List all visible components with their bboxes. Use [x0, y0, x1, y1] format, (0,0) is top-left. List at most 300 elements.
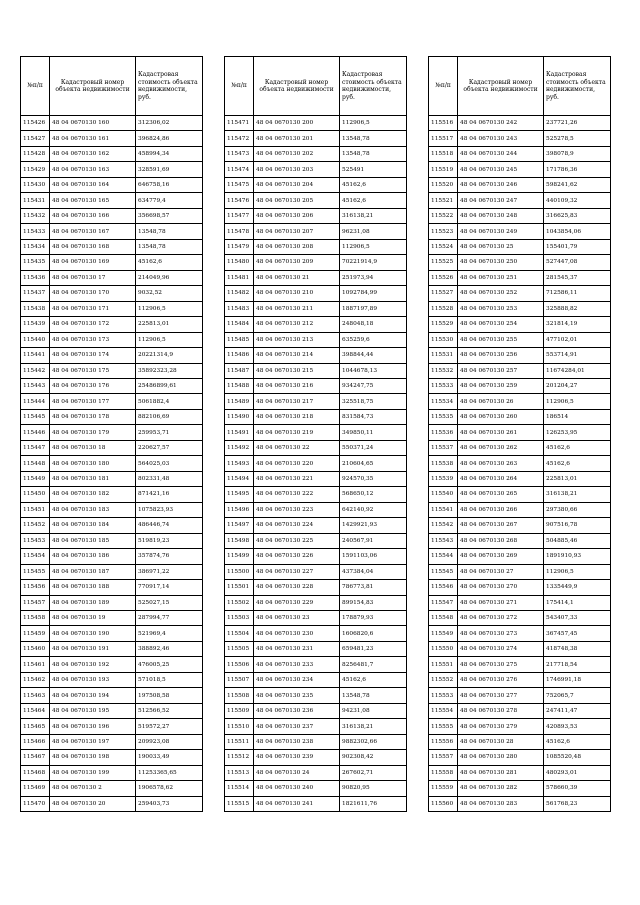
row-number: 115438 — [21, 301, 50, 316]
table-row — [429, 580, 611, 595]
table-row — [21, 146, 203, 161]
cadastral-value: 20221314,9 — [136, 348, 203, 363]
cadastral-value: 11253365,65 — [136, 765, 203, 780]
cadastral-number: 48 04 0670130 236 — [254, 703, 340, 718]
cadastral-value: 225813,01 — [136, 317, 203, 332]
row-number: 115486 — [225, 348, 254, 363]
table-row — [429, 734, 611, 749]
cadastral-value: 201204,27 — [544, 378, 611, 393]
row-number: 115530 — [429, 332, 458, 347]
table-row — [21, 409, 203, 424]
cadastral-number: 48 04 0670130 225 — [254, 533, 340, 548]
table-row — [429, 703, 611, 718]
table-row — [429, 564, 611, 579]
row-number: 115550 — [429, 641, 458, 656]
row-number: 115521 — [429, 193, 458, 208]
cadastral-number: 48 04 0670130 189 — [50, 595, 136, 610]
row-number: 115469 — [21, 781, 50, 796]
row-number: 115537 — [429, 440, 458, 455]
row-number: 115434 — [21, 239, 50, 254]
cadastral-number: 48 04 0670130 268 — [458, 533, 544, 548]
cadastral-number: 48 04 0670130 259 — [458, 378, 544, 393]
cadastral-value: 220627,57 — [136, 440, 203, 455]
table-body — [429, 116, 611, 812]
cadastral-number: 48 04 0670130 197 — [50, 734, 136, 749]
row-number: 115557 — [429, 750, 458, 765]
row-number: 115455 — [21, 564, 50, 579]
row-number: 115435 — [21, 255, 50, 270]
cadastral-value: 112906,5 — [136, 301, 203, 316]
table-row — [21, 487, 203, 502]
cadastral-number: 48 04 0670130 228 — [254, 580, 340, 595]
cadastral-number: 48 04 0670130 230 — [254, 626, 340, 641]
cadastral-number: 48 04 0670130 205 — [254, 193, 340, 208]
cadastral-value: 175414,1 — [544, 595, 611, 610]
table-row — [21, 224, 203, 239]
row-number: 115523 — [429, 224, 458, 239]
row-number: 115524 — [429, 239, 458, 254]
row-number: 115488 — [225, 378, 254, 393]
cadastral-number: 48 04 0670130 207 — [254, 224, 340, 239]
cadastral-value: 786773,81 — [340, 580, 407, 595]
table-row — [225, 549, 407, 564]
cadastral-value: 13548,78 — [136, 239, 203, 254]
cadastral-number: 48 04 0670130 27 — [458, 564, 544, 579]
cadastral-number: 48 04 0670130 26 — [458, 394, 544, 409]
cadastral-value: 349850,11 — [340, 425, 407, 440]
table-row — [225, 641, 407, 656]
row-number: 115480 — [225, 255, 254, 270]
table-row — [225, 595, 407, 610]
header-num: №п/п — [225, 57, 254, 116]
table-row — [429, 348, 611, 363]
table-row — [21, 688, 203, 703]
row-number: 115490 — [225, 409, 254, 424]
cadastral-value: 287994,77 — [136, 611, 203, 626]
cadastral-value: 476005,25 — [136, 657, 203, 672]
cadastral-number: 48 04 0670130 227 — [254, 564, 340, 579]
row-number: 115528 — [429, 301, 458, 316]
cadastral-value: 634779,4 — [136, 193, 203, 208]
cadastral-number: 48 04 0670130 213 — [254, 332, 340, 347]
cadastral-value: 550371,24 — [340, 440, 407, 455]
cadastral-number: 48 04 0670130 23 — [254, 611, 340, 626]
cadastral-value: 1335449,9 — [544, 580, 611, 595]
table-row — [429, 796, 611, 811]
cadastral-number: 48 04 0670130 222 — [254, 487, 340, 502]
table-row — [429, 177, 611, 192]
table-row — [225, 317, 407, 332]
table-row — [21, 657, 203, 672]
cadastral-value: 646758,16 — [136, 177, 203, 192]
header-cadastral-value: Кадастровая стоимость объекта недвижимости, руб. — [544, 57, 611, 116]
cadastral-number: 48 04 0670130 182 — [50, 487, 136, 502]
cadastral-value: 770917,14 — [136, 580, 203, 595]
cadastral-value: 1044678,13 — [340, 363, 407, 378]
cadastral-value: 396824,86 — [136, 131, 203, 146]
row-number: 115453 — [21, 533, 50, 548]
row-number: 115514 — [225, 781, 254, 796]
cadastral-value: 281545,37 — [544, 270, 611, 285]
cadastral-number: 48 04 0670130 209 — [254, 255, 340, 270]
cadastral-value: 480293,01 — [544, 765, 611, 780]
cadastral-value: 297380,66 — [544, 502, 611, 517]
table-row — [429, 440, 611, 455]
table-row — [21, 440, 203, 455]
row-number: 115484 — [225, 317, 254, 332]
cadastral-number: 48 04 0670130 276 — [458, 672, 544, 687]
cadastral-number: 48 04 0670130 261 — [458, 425, 544, 440]
cadastral-number: 48 04 0670130 281 — [458, 765, 544, 780]
table-body — [21, 116, 203, 812]
row-number: 115545 — [429, 564, 458, 579]
row-number: 115452 — [21, 518, 50, 533]
cadastral-number: 48 04 0670130 282 — [458, 781, 544, 796]
cadastral-number: 48 04 0670130 160 — [50, 116, 136, 131]
cadastral-value: 225813,01 — [544, 471, 611, 486]
cadastral-value: 325518,75 — [340, 394, 407, 409]
table-row — [225, 719, 407, 734]
cadastral-value: 712586,11 — [544, 286, 611, 301]
cadastral-value: 197508,58 — [136, 688, 203, 703]
table-row — [21, 781, 203, 796]
row-number: 115454 — [21, 549, 50, 564]
cadastral-number: 48 04 0670130 206 — [254, 208, 340, 223]
table-row — [225, 208, 407, 223]
cadastral-number: 48 04 0670130 270 — [458, 580, 544, 595]
cadastral-number: 48 04 0670130 265 — [458, 487, 544, 502]
cadastral-number: 48 04 0670130 18 — [50, 440, 136, 455]
cadastral-value: 13548,78 — [340, 146, 407, 161]
cadastral-number: 48 04 0670130 235 — [254, 688, 340, 703]
cadastral-value: 386971,22 — [136, 564, 203, 579]
cadastral-value: 1092784,99 — [340, 286, 407, 301]
table-row — [429, 781, 611, 796]
row-number: 115475 — [225, 177, 254, 192]
cadastral-value: 752065,7 — [544, 688, 611, 703]
cadastral-value: 248048,18 — [340, 317, 407, 332]
cadastral-number: 48 04 0670130 22 — [254, 440, 340, 455]
row-number: 115433 — [21, 224, 50, 239]
table-row — [225, 363, 407, 378]
row-number: 115544 — [429, 549, 458, 564]
cadastral-number: 48 04 0670130 239 — [254, 750, 340, 765]
cadastral-number: 48 04 0670130 240 — [254, 781, 340, 796]
cadastral-number: 48 04 0670130 238 — [254, 734, 340, 749]
cadastral-number: 48 04 0670130 165 — [50, 193, 136, 208]
row-number: 115542 — [429, 518, 458, 533]
table-row — [225, 688, 407, 703]
cadastral-value: 398078,9 — [544, 146, 611, 161]
cadastral-number: 48 04 0670130 266 — [458, 502, 544, 517]
row-number: 115437 — [21, 286, 50, 301]
table-row — [21, 348, 203, 363]
cadastral-number: 48 04 0670130 174 — [50, 348, 136, 363]
table-row — [429, 255, 611, 270]
row-number: 115445 — [21, 409, 50, 424]
table-row — [225, 533, 407, 548]
cadastral-value: 388892,46 — [136, 641, 203, 656]
table-row — [429, 487, 611, 502]
header-cadastral-value: Кадастровая стоимость объекта недвижимости, руб. — [340, 57, 407, 116]
cadastral-value: 598241,62 — [544, 177, 611, 192]
row-number: 115467 — [21, 750, 50, 765]
row-number: 115517 — [429, 131, 458, 146]
row-number: 115504 — [225, 626, 254, 641]
row-number: 115465 — [21, 719, 50, 734]
row-number: 115481 — [225, 270, 254, 285]
cadastral-value: 45162,6 — [544, 734, 611, 749]
row-number: 115470 — [21, 796, 50, 811]
table-row — [21, 518, 203, 533]
cadastral-number: 48 04 0670130 175 — [50, 363, 136, 378]
cadastral-number: 48 04 0670130 195 — [50, 703, 136, 718]
cadastral-value: 45162,6 — [340, 193, 407, 208]
row-number: 115451 — [21, 502, 50, 517]
registry-table-1 — [20, 56, 203, 812]
cadastral-value: 527447,08 — [544, 255, 611, 270]
row-number: 115489 — [225, 394, 254, 409]
table-row — [225, 255, 407, 270]
table-row — [429, 270, 611, 285]
row-number: 115535 — [429, 409, 458, 424]
row-number: 115426 — [21, 116, 50, 131]
cadastral-value: 1075823,93 — [136, 502, 203, 517]
cadastral-number: 48 04 0670130 256 — [458, 348, 544, 363]
row-number: 115529 — [429, 317, 458, 332]
cadastral-number: 48 04 0670130 220 — [254, 456, 340, 471]
table-row — [21, 471, 203, 486]
cadastral-number: 48 04 0670130 219 — [254, 425, 340, 440]
row-number: 115513 — [225, 765, 254, 780]
cadastral-value: 568650,12 — [340, 487, 407, 502]
row-number: 115558 — [429, 765, 458, 780]
cadastral-number: 48 04 0670130 217 — [254, 394, 340, 409]
table-row — [21, 193, 203, 208]
cadastral-number: 48 04 0670130 185 — [50, 533, 136, 548]
cadastral-value: 267602,71 — [340, 765, 407, 780]
cadastral-value: 237721,26 — [544, 116, 611, 131]
cadastral-value: 1429921,93 — [340, 518, 407, 533]
row-number: 115428 — [21, 146, 50, 161]
cadastral-number: 48 04 0670130 24 — [254, 765, 340, 780]
cadastral-value: 316138,21 — [544, 487, 611, 502]
cadastral-value: 13548,78 — [340, 688, 407, 703]
cadastral-number: 48 04 0670130 17 — [50, 270, 136, 285]
cadastral-value: 214049,96 — [136, 270, 203, 285]
row-number: 115501 — [225, 580, 254, 595]
row-number: 115527 — [429, 286, 458, 301]
cadastral-value: 525027,15 — [136, 595, 203, 610]
table-row — [21, 595, 203, 610]
table-row — [21, 394, 203, 409]
table-row — [429, 363, 611, 378]
cadastral-number: 48 04 0670130 198 — [50, 750, 136, 765]
header-row — [21, 57, 203, 116]
cadastral-value: 418748,38 — [544, 641, 611, 656]
row-number: 115441 — [21, 348, 50, 363]
cadastral-value: 1043854,06 — [544, 224, 611, 239]
table-row — [225, 131, 407, 146]
row-number: 115555 — [429, 719, 458, 734]
cadastral-number: 48 04 0670130 203 — [254, 162, 340, 177]
table-row — [225, 394, 407, 409]
row-number: 115427 — [21, 131, 50, 146]
table-row — [429, 131, 611, 146]
cadastral-value: 112906,5 — [136, 332, 203, 347]
cadastral-number: 48 04 0670130 247 — [458, 193, 544, 208]
header-num: №п/п — [21, 57, 50, 116]
cadastral-number: 48 04 0670130 226 — [254, 549, 340, 564]
cadastral-number: 48 04 0670130 234 — [254, 672, 340, 687]
cadastral-value: 521969,4 — [136, 626, 203, 641]
row-number: 115507 — [225, 672, 254, 687]
table-row — [225, 286, 407, 301]
table-row — [429, 193, 611, 208]
row-number: 115492 — [225, 440, 254, 455]
cadastral-value: 477102,01 — [544, 332, 611, 347]
cadastral-number: 48 04 0670130 190 — [50, 626, 136, 641]
row-number: 115536 — [429, 425, 458, 440]
table-row — [21, 286, 203, 301]
cadastral-value: 659481,23 — [340, 641, 407, 656]
cadastral-number: 48 04 0670130 208 — [254, 239, 340, 254]
row-number: 115560 — [429, 796, 458, 811]
row-number: 115500 — [225, 564, 254, 579]
cadastral-number: 48 04 0670130 170 — [50, 286, 136, 301]
cadastral-value: 45162,6 — [340, 177, 407, 192]
row-number: 115458 — [21, 611, 50, 626]
cadastral-number: 48 04 0670130 218 — [254, 409, 340, 424]
table-row — [21, 502, 203, 517]
row-number: 115543 — [429, 533, 458, 548]
cadastral-value: 316625,83 — [544, 208, 611, 223]
cadastral-number: 48 04 0670130 254 — [458, 317, 544, 332]
cadastral-number: 48 04 0670130 229 — [254, 595, 340, 610]
cadastral-value: 1891910,93 — [544, 549, 611, 564]
cadastral-value: 25486899,61 — [136, 378, 203, 393]
cadastral-value: 1591103,06 — [340, 549, 407, 564]
cadastral-value: 112906,5 — [340, 239, 407, 254]
cadastral-number: 48 04 0670130 280 — [458, 750, 544, 765]
row-number: 115531 — [429, 348, 458, 363]
header-cadastral-number: Кадастровый номер объекта недвижимости — [254, 57, 340, 116]
row-number: 115431 — [21, 193, 50, 208]
table-row — [225, 672, 407, 687]
row-number: 115496 — [225, 502, 254, 517]
row-number: 115510 — [225, 719, 254, 734]
row-number: 115483 — [225, 301, 254, 316]
cadastral-number: 48 04 0670130 181 — [50, 471, 136, 486]
row-number: 115556 — [429, 734, 458, 749]
table-row — [21, 301, 203, 316]
table-row — [21, 672, 203, 687]
table-row — [429, 286, 611, 301]
table-row — [225, 239, 407, 254]
cadastral-value: 420893,53 — [544, 719, 611, 734]
table-row — [21, 270, 203, 285]
table-row — [225, 440, 407, 455]
row-number: 115447 — [21, 440, 50, 455]
table-row — [21, 208, 203, 223]
table-row — [429, 626, 611, 641]
cadastral-number: 48 04 0670130 233 — [254, 657, 340, 672]
row-number: 115553 — [429, 688, 458, 703]
cadastral-number: 48 04 0670130 163 — [50, 162, 136, 177]
cadastral-number: 48 04 0670130 245 — [458, 162, 544, 177]
table-row — [429, 518, 611, 533]
row-number: 115464 — [21, 703, 50, 718]
table-row — [429, 394, 611, 409]
row-number: 115559 — [429, 781, 458, 796]
cadastral-value: 1821611,76 — [340, 796, 407, 811]
cadastral-number: 48 04 0670130 2 — [50, 781, 136, 796]
cadastral-value: 45162,6 — [544, 456, 611, 471]
header-cadastral-number: Кадастровый номер объекта недвижимости — [458, 57, 544, 116]
cadastral-value: 458994,34 — [136, 146, 203, 161]
table-row — [21, 611, 203, 626]
row-number: 115525 — [429, 255, 458, 270]
cadastral-number: 48 04 0670130 250 — [458, 255, 544, 270]
row-number: 115499 — [225, 549, 254, 564]
row-number: 115473 — [225, 146, 254, 161]
row-number: 115485 — [225, 332, 254, 347]
table-row — [429, 549, 611, 564]
row-number: 115505 — [225, 641, 254, 656]
table-row — [225, 564, 407, 579]
table-row — [225, 409, 407, 424]
cadastral-value: 578660,39 — [544, 781, 611, 796]
cadastral-value: 328591,69 — [136, 162, 203, 177]
table-row — [429, 425, 611, 440]
cadastral-value: 367457,45 — [544, 626, 611, 641]
cadastral-number: 48 04 0670130 25 — [458, 239, 544, 254]
table-row — [225, 765, 407, 780]
table-row — [429, 502, 611, 517]
cadastral-value: 11674284,01 — [544, 363, 611, 378]
table-row — [429, 611, 611, 626]
table-row — [225, 657, 407, 672]
cadastral-value: 35892323,28 — [136, 363, 203, 378]
row-number: 115493 — [225, 456, 254, 471]
cadastral-value: 512566,52 — [136, 703, 203, 718]
cadastral-value: 902308,42 — [340, 750, 407, 765]
cadastral-value: 899154,83 — [340, 595, 407, 610]
table-row — [225, 270, 407, 285]
row-number: 115539 — [429, 471, 458, 486]
table-row — [429, 116, 611, 131]
cadastral-value: 112906,5 — [544, 394, 611, 409]
row-number: 115508 — [225, 688, 254, 703]
cadastral-number: 48 04 0670130 216 — [254, 378, 340, 393]
cadastral-number: 48 04 0670130 273 — [458, 626, 544, 641]
cadastral-number: 48 04 0670130 275 — [458, 657, 544, 672]
table-row — [429, 332, 611, 347]
table-row — [225, 301, 407, 316]
cadastral-number: 48 04 0670130 253 — [458, 301, 544, 316]
cadastral-number: 48 04 0670130 172 — [50, 317, 136, 332]
table-row — [429, 162, 611, 177]
table-row — [21, 549, 203, 564]
cadastral-value: 316138,21 — [340, 719, 407, 734]
cadastral-number: 48 04 0670130 28 — [458, 734, 544, 749]
row-number: 115554 — [429, 703, 458, 718]
row-number: 115477 — [225, 208, 254, 223]
row-number: 115541 — [429, 502, 458, 517]
cadastral-value: 9032,52 — [136, 286, 203, 301]
cadastral-number: 48 04 0670130 194 — [50, 688, 136, 703]
row-number: 115446 — [21, 425, 50, 440]
